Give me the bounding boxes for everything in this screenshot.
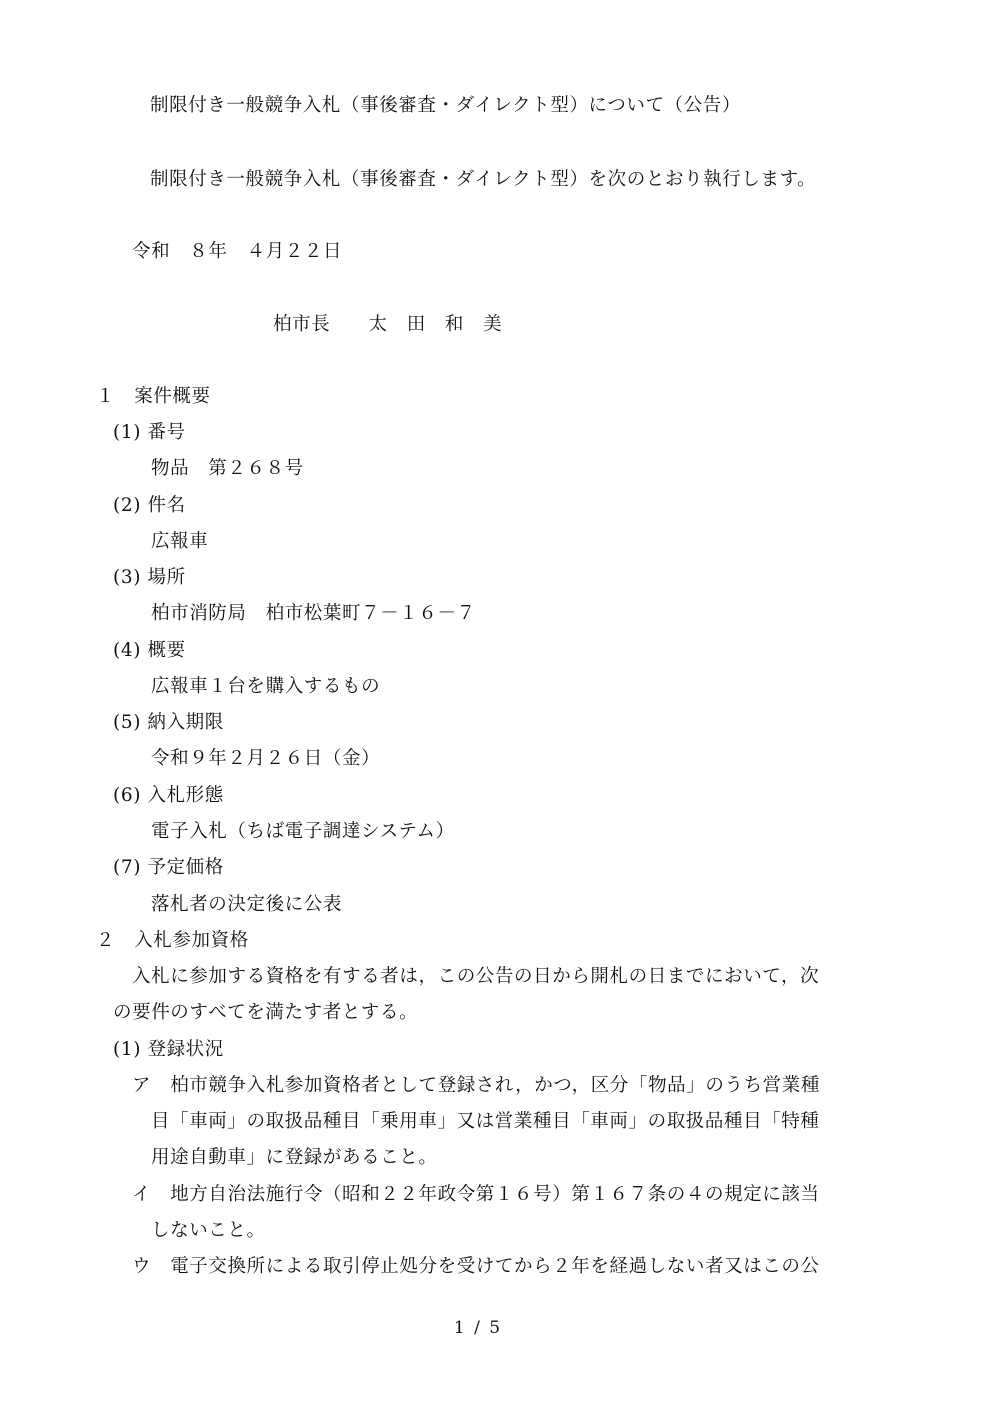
eligibility-intro-line1: 入札に参加する資格を有する者は，この公告の日から開札の日までにおいて，次 (132, 966, 820, 987)
item-value-location: 柏市消防局 柏市松葉町７－１６－７ (151, 603, 476, 624)
item-value-name: 広報車 (151, 531, 209, 552)
item-label-deadline: (5) 納入期限 (113, 712, 224, 733)
clause-i-line2: しないこと。 (151, 1220, 266, 1241)
clause-i-line1: イ 地方自治法施行令（昭和２２年政令第１６号）第１６７条の４の規定に該当 (132, 1184, 820, 1205)
eligibility-intro-line2: の要件のすべてを満たす者とする。 (113, 1002, 419, 1023)
item-value-estimated-price: 落札者の決定後に公表 (151, 894, 343, 915)
notice-title: 制限付き一般競争入札（事後審査・ダイレクト型）について（公告） (150, 95, 741, 116)
item-label-estimated-price: (7) 予定価格 (113, 857, 224, 878)
clause-a-line1: ア 柏市競争入札参加資格者として登録され，かつ，区分「物品」のうち営業種 (132, 1075, 820, 1096)
item-value-number: 物品 第２６８号 (151, 458, 304, 479)
item-label-name: (2) 件名 (113, 495, 186, 516)
notice-issuer: 柏市長 太 田 和 美 (273, 314, 503, 335)
clause-u-line1: ウ 電子交換所による取引停止処分を受けてから２年を経過しない者又はこの公 (132, 1256, 820, 1277)
item-label-bid-format: (6) 入札形態 (113, 785, 224, 806)
item-label-number: (1) 番号 (113, 422, 186, 443)
notice-date: 令和 ８年 ４月２２日 (132, 241, 343, 262)
clause-a-line2: 目「車両」の取扱品種目「乗用車」又は営業種目「車両」の取扱品種目「特種 (151, 1111, 820, 1132)
clause-a-line3: 用途自動車」に登録があること。 (151, 1147, 438, 1168)
item-value-deadline: 令和９年２月２６日（金） (151, 748, 381, 769)
item-value-summary: 広報車１台を購入するもの (151, 676, 381, 697)
item-label-location: (3) 場所 (113, 567, 186, 588)
page-number: 1 / 5 (453, 1318, 503, 1338)
notice-intro: 制限付き一般競争入札（事後審査・ダイレクト型）を次のとおり執行します。 (150, 169, 817, 190)
item-value-bid-format: 電子入札（ちば電子調達システム） (151, 821, 455, 842)
item-label-summary: (4) 概要 (113, 640, 186, 661)
section-heading-overview: １ 案件概要 (96, 386, 211, 407)
sub-heading-registration: (1) 登録状況 (113, 1039, 224, 1060)
section-heading-eligibility: ２ 入札参加資格 (96, 930, 249, 951)
